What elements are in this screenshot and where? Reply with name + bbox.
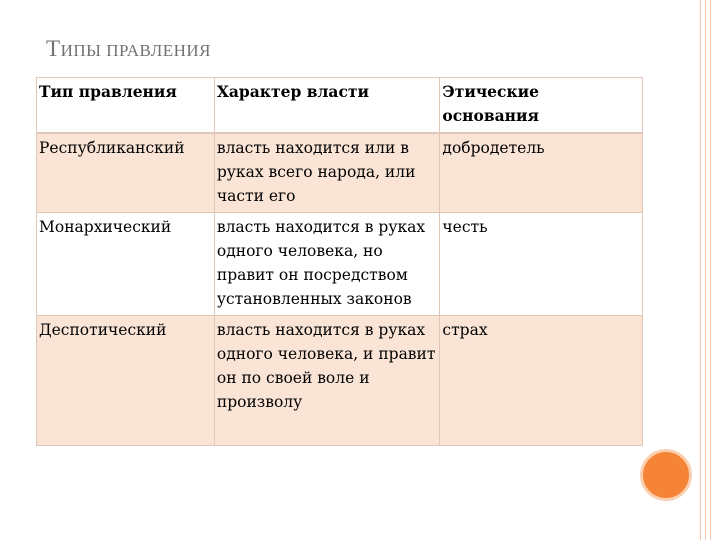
table-row [37, 213, 643, 316]
header-ethics: Этические основания [440, 78, 643, 134]
table-header-row [37, 78, 643, 134]
cell-ethics: страх [440, 316, 643, 446]
cell-type: Монархический [37, 213, 215, 316]
title-rest: ИПЫ ПРАВЛЕНИЯ [60, 41, 212, 60]
cell-character: власть находится или в руках всего народа, или части его [214, 133, 440, 213]
cell-type: Республиканский [37, 133, 215, 213]
decorative-border-line [710, 0, 711, 540]
slide-title [46, 36, 211, 62]
header-type: Тип правления [37, 78, 215, 134]
decorative-circle [640, 449, 692, 501]
table-row [37, 133, 643, 213]
decorative-border-line [700, 0, 701, 540]
header-character: Характер власти [214, 78, 440, 134]
decorative-border-line [705, 0, 706, 540]
cell-type: Деспотический [37, 316, 215, 446]
cell-ethics: честь [440, 213, 643, 316]
cell-character: власть находится в руках одного человека, и правит он по своей воле и произволу [214, 316, 440, 446]
title-initial: Т [46, 36, 61, 61]
cell-ethics: добродетель [440, 133, 643, 213]
government-types-table [36, 77, 643, 446]
cell-character: власть находится в руках одного человека, но правит он посредством установленных законов [214, 213, 440, 316]
table-row [37, 316, 643, 446]
